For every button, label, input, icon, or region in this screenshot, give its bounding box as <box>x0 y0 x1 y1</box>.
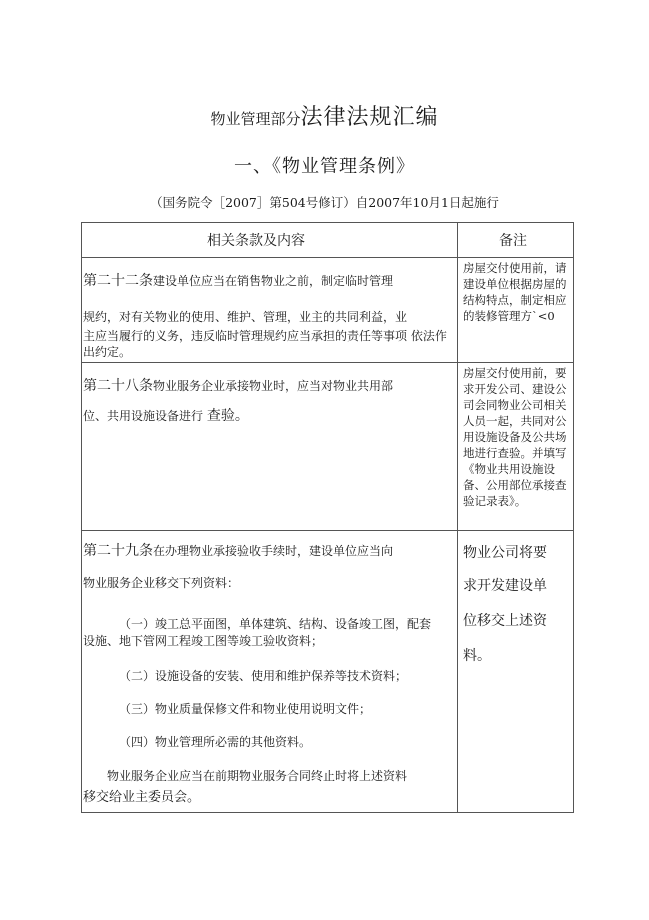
row-text: 物业服务企业承接物业时，应当对物业共用部 <box>153 379 394 393</box>
table-border-top <box>81 222 574 223</box>
table-divider <box>81 362 574 363</box>
row-text: （四）物业管理所必需的其他资料。 <box>119 735 312 749</box>
row-text: 设施、地下管网工程竣工图等竣工验收资料； <box>83 634 324 648</box>
row-content-line <box>83 407 249 425</box>
row-text: 查验。 <box>206 408 249 424</box>
row-text: 建设单位应当在销售物业之前，制定临时管理 <box>153 274 394 288</box>
article-number: 第二十八条 <box>83 378 153 394</box>
row-content-line <box>83 542 393 560</box>
header-content: 相关条款及内容 <box>207 233 305 249</box>
table-divider <box>81 530 574 531</box>
table-border-left <box>81 222 82 813</box>
row-note: 房屋交付使用前，要求开发公司、建设公司会同物业公司相关人员一起，共同对公用设施设备及公共场地进行查验。并填写《物业共用设施设备、公用部位承接查验记录表》。 <box>463 366 567 508</box>
row-text: 物业服务企业移交下列资料： <box>83 576 240 590</box>
row-text: 主应当履行的义务，违反临时管理规约应当承担的责任等事项 依法作 <box>83 329 447 343</box>
row-text: 在办理物业承接验收手续时，建设单位应当向 <box>153 544 394 558</box>
row-note-line: 求开发建设单 <box>463 578 547 594</box>
row-note-line: 料。 <box>463 648 491 664</box>
row-note-line: 位移交上述资 <box>463 613 547 629</box>
row-text: 规约，对有关物业的使用、维护、管理，业主的共同利益，业 <box>83 310 408 324</box>
row-text: 出约定。 <box>83 345 132 359</box>
row-content-line <box>83 377 393 395</box>
header-note: 备注 <box>499 233 527 249</box>
table-border-right <box>573 222 574 813</box>
row-text: （一）竣工总平面图，单体建筑、结构、设备竣工图，配套 <box>119 617 432 631</box>
table-border-bottom <box>81 812 574 813</box>
row-text: （二）设施设备的安装、使用和维护保养等技术资料； <box>119 669 408 683</box>
title-prefix: 物业管理部分 <box>210 110 301 128</box>
regulation-table <box>81 222 574 813</box>
row-text: 移交给业主委员会。 <box>83 790 201 805</box>
row-text: 物业服务企业应当在前期物业服务合同终止时将上述资料 <box>107 769 408 783</box>
title-main: 法律法规汇编 <box>300 105 439 130</box>
table-divider <box>81 257 574 258</box>
row-content-line <box>83 272 393 290</box>
row-text: 位、共用设施设备进行 <box>83 409 204 423</box>
row-note: 房屋交付使用前，请建设单位根据房屋的结构特点，制定相应的装修管理方`<0 <box>463 261 567 323</box>
decree-subtitle: （国务院令［2007］第504号修订）自2007年10月1日起施行 <box>150 195 499 210</box>
article-number: 第二十二条 <box>83 273 153 289</box>
table-column-divider <box>457 222 458 813</box>
section-heading: 一、《物业管理条例》 <box>234 156 415 177</box>
row-note-line: 物业公司将要 <box>463 545 547 561</box>
row-text: （三）物业质量保修文件和物业使用说明文件； <box>119 702 372 716</box>
article-number: 第二十九条 <box>83 543 153 559</box>
document-title <box>0 100 649 131</box>
